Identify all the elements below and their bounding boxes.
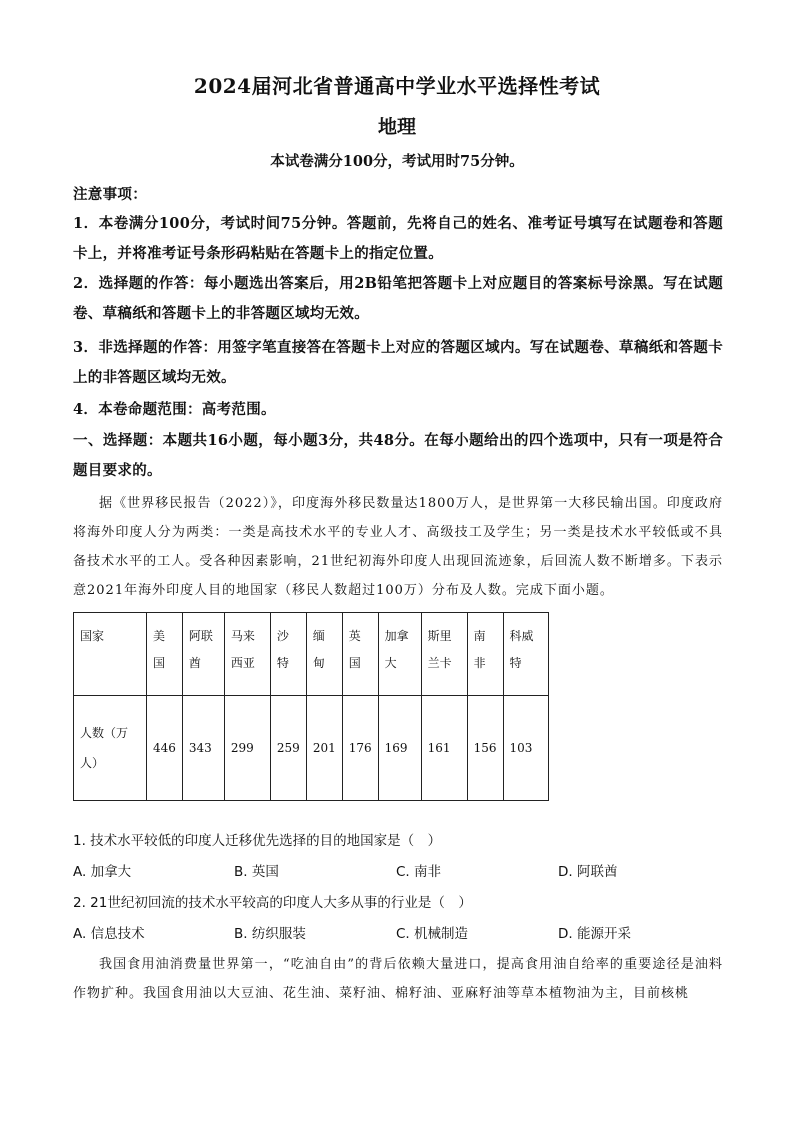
table-cell-value: 259 [270,696,306,801]
table-cell-country: 南非 [467,613,503,696]
note-item-3: 3．非选择题的作答：用签字笔直接答在答题卡上对应的答题区域内。写在试题卷、草稿纸和答题卡上的非答题区域均无效。 [73,339,723,386]
question-1-option-d[interactable]: D. 阿联酋 [558,864,618,880]
table-cell-value: 169 [378,696,421,801]
note-item-2: 2．选择题的作答：每小题选出答案后，用2B铅笔把答题卡上对应题目的答案标号涂黑。写在试题卷、草稿纸和答题卡上的非答题区域均无效。 [73,275,723,322]
question-2-option-b[interactable]: B. 纺织服装 [234,926,306,942]
table-header-count: 人数（万人） [74,696,147,801]
migration-table [73,612,549,801]
question-1-option-b[interactable]: B. 英国 [234,864,279,880]
table-cell-country: 马来西亚 [224,613,270,696]
table-cell-country: 缅甸 [306,613,342,696]
note-item-1: 1．本卷满分100分，考试时间75分钟。答题前，先将自己的姓名、准考证号填写在试题卷和答题卡上，并将准考证号条形码粘贴在答题卡上的指定位置。 [73,215,723,262]
table-cell-country: 美国 [147,613,183,696]
exam-title: 2024届河北省普通高中学业水平选择性考试 [193,74,601,98]
note-item-4: 4．本卷命题范围：高考范围。 [73,401,276,418]
question-2-option-d[interactable]: D. 能源开采 [558,926,631,942]
table-cell-value: 343 [182,696,224,801]
table-cell-value: 161 [421,696,467,801]
question-1-option-a[interactable]: A. 加拿大 [73,864,132,880]
table-cell-value: 446 [147,696,183,801]
table-cell-value: 156 [467,696,503,801]
question-2-option-a[interactable]: A. 信息技术 [73,926,145,942]
table-cell-value: 299 [224,696,270,801]
table-cell-country: 科威特 [503,613,548,696]
table-cell-value: 103 [503,696,548,801]
question-1-option-c[interactable]: C. 南非 [396,864,442,880]
notes-heading: 注意事项： [73,186,147,203]
table-cell-country: 英国 [342,613,378,696]
table-cell-country: 阿联酋 [182,613,224,696]
subject-title: 地理 [377,116,416,138]
table-row [74,696,549,801]
question-2-stem: 2. 21世纪初回流的技术水平较高的印度人大多从事的行业是（ ） [73,895,472,911]
question-1-stem: 1. 技术水平较低的印度人迁移优先选择的目的地国家是（ ） [73,833,442,849]
table-row [74,613,549,696]
question-2-option-c[interactable]: C. 机械制造 [396,926,469,942]
table-cell-value: 176 [342,696,378,801]
exam-info: 本试卷满分100分，考试用时75分钟。 [270,153,524,170]
table-cell-country: 沙特 [270,613,306,696]
passage-1: 据《世界移民报告（2022）》，印度海外移民数量达1800万人，是世界第一大移民输出国。印度政府将海外印度人分为两类：一类是高技术水平的专业人才、高级技工及学生；另一类是技术水平较低或不具备技术水平的工人。受各种因素影响，21世纪初海外印度人出现回流迹象，后回流人数不断增多。下表示意2021年海外印度人目的地国家（移民人数超过100万）分布及人数。完成下面小题。 [73,496,723,598]
table-cell-value: 201 [306,696,342,801]
passage-2: 我国食用油消费量世界第一，“吃油自由”的背后依赖大量进口，提高食用油自给率的重要途径是油料作物扩种。我国食用油以大豆油、花生油、菜籽油、棉籽油、亚麻籽油等草本植物油为主，目前核桃 [73,957,723,1001]
table-header-country: 国家 [74,613,147,696]
table-cell-country: 斯里兰卡 [421,613,467,696]
section-heading: 一、选择题：本题共16小题，每小题3分，共48分。在每小题给出的四个选项中，只有一项是符合题目要求的。 [73,432,723,479]
table-cell-country: 加拿大 [378,613,421,696]
